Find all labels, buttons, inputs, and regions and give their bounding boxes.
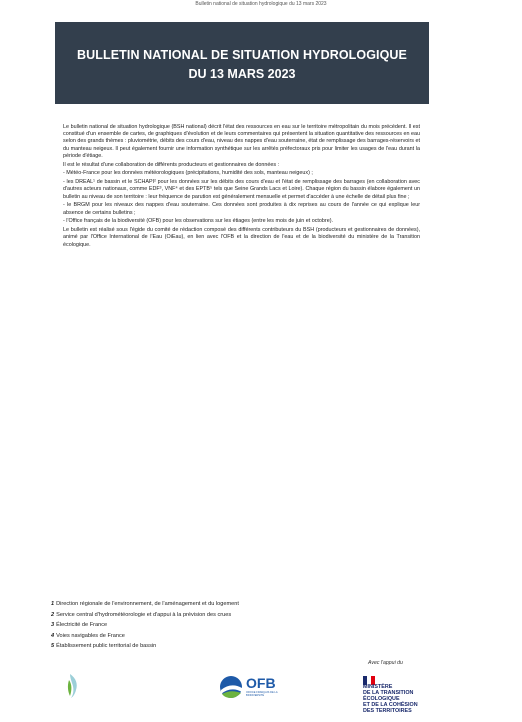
footnote: 1 Direction régionale de l'environnement, de l'aménagement et du logement	[51, 601, 239, 607]
ofb-logo	[218, 673, 292, 708]
brgm-item: - le BRGM pour les niveaux des nappes d'eau souterraine. Ces données sont produites à dix reprises au cours de l'année ce qui explique leur absence de certains bulletins ;	[63, 202, 420, 216]
body-text	[63, 124, 420, 250]
ofb-wordmark: OFB	[246, 675, 276, 691]
editorial-paragraph: Le bulletin est réalisé sous l'égide du comité de rédaction composé des différents contributeurs du BSH (producteurs et gestionnaires de données), animé par l'Office International de l'Eau (OiEau), en lien avec l'OFB et la direction de l'eau et de la biodiversité du ministère de la Transition écologique.	[63, 227, 420, 248]
title-banner	[55, 22, 429, 104]
title-line-1: BULLETIN NATIONAL DE SITUATION HYDROLOGIQUE	[77, 48, 407, 62]
water-drop-logo-icon	[66, 672, 82, 700]
ministry-logo	[363, 672, 418, 714]
support-label: Avec l'appui du	[368, 660, 403, 666]
ministry-name: MINISTÈRE DE LA TRANSITION ÉCOLOGIQUE ET DE LA COHÉSION DES TERRITOIRES	[363, 684, 418, 714]
ofb-subtext: OFFICE FRANÇAIS DE LA BIODIVERSITÉ	[246, 691, 278, 697]
footnote: 2 Service central d'hydrométéorologie et d'appui à la prévision des crues	[51, 611, 232, 618]
meteo-france-item: - Météo-France pour les données météorologiques (précipitations, humidité des sols, manteau neigeux) ;	[63, 170, 313, 177]
ofb-item: - l'Office français de la biodiversité (OFB) pour les observations sur les étiages (entre les mois de juin et octobre).	[63, 218, 333, 225]
partner-logo	[66, 672, 82, 705]
collaboration-paragraph: Il est le résultat d'une collaboration de différents producteurs et gestionnaires de données :	[63, 161, 280, 168]
footnote: 3 Électricité de France	[51, 622, 108, 628]
footnote: 4 Voies navigables de France	[51, 632, 125, 639]
footnote: 5 Établissement public territorial de bassin	[51, 643, 157, 649]
intro-paragraph: Le bulletin national de situation hydrologique (BSH national) décrit l'état des ressources en eau sur le territoire métropolitain du mois précédent. Il est constitué d'un ensemble de cartes, de graphiques d'évolution et de leurs commentaires qui présentent la situation quantitative des ressources en eau selon des grands thèmes : pluviométrie, débits des cours d'eau, niveau des nappes d'eau souterraine, état de remplissage des barrages-réservoirs et du manteau neigeux. Il peut également fournir une information synthétique sur les arrêtés préfectoraux pris pour limiter les usages de l'eau durant la période d'étiage.	[63, 124, 420, 159]
title-line-2: DU 13 MARS 2023	[188, 67, 296, 81]
footnotes	[51, 599, 431, 652]
running-head: Bulletin national de situation hydrologique du 13 mars 2023	[195, 1, 327, 7]
dreal-item: - les DREAL¹ de bassin et le SCHAPI² pour les données sur les débits des cours d'eau et l'état de remplissage des barrages (en collaboration avec d'autres acteurs nationaux, comme EDF³, VNF⁴ et des EPTB⁵ tels que Seine Grands Lacs et Loire). Chaque région du bassin élabore également un bulletin au niveau de son territoire : leur fréquence de parution est généralement mensuelle et permet d'accéder à une échelle de détail plus fine ;	[63, 179, 420, 200]
